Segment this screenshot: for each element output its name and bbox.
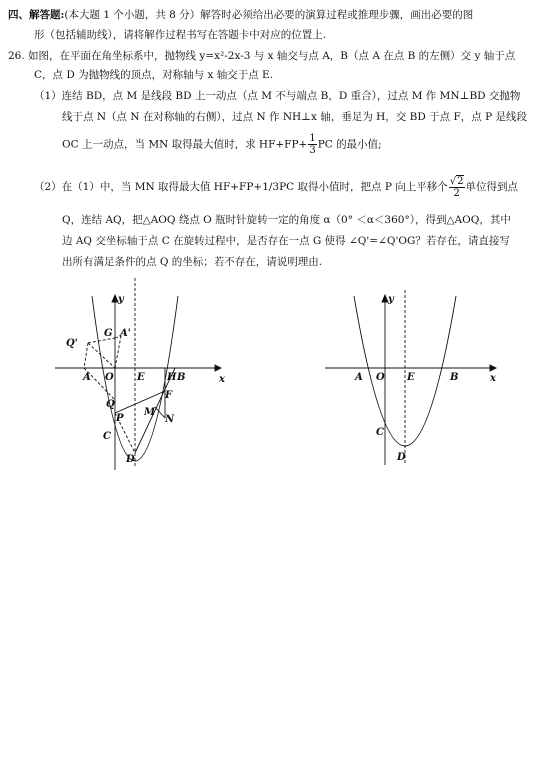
problem-number: 26. xyxy=(8,50,25,62)
label-D: D xyxy=(126,454,135,465)
part2-line-3: 边 AQ 交坐标轴于点 C 在旋转过程中，是否存在一点 G 使得 ∠Q'=∠Q'OG？若存在，请直接写 xyxy=(62,235,510,247)
label-C: C xyxy=(103,431,111,442)
fraction-denominator: 2 xyxy=(453,187,460,199)
x-axis-2-arrow xyxy=(490,365,496,371)
part1-line-2: 线于点 N（点 N 在对称轴的右侧），过点 N 作 NH⊥x 轴，垂足为 H，交 BD 于点 F，点 P 是线段 xyxy=(62,111,527,123)
label-B: B xyxy=(177,372,186,383)
helper-QprimeO xyxy=(88,343,115,368)
label-Q-prime: Q' xyxy=(66,338,78,349)
segment-MN xyxy=(155,407,165,418)
label2-C: C xyxy=(376,427,384,438)
part1-text-a: OC 上一动点，当 MN 取得最大值时，求 HF+FP+ xyxy=(62,138,308,151)
x-axis-arrow xyxy=(215,365,221,371)
label-y: y xyxy=(118,294,124,305)
section-intro-2: 形（包括辅助线），请将解作过程书写在答题卡中对应的位置上. xyxy=(34,29,327,41)
label-x: x xyxy=(219,374,225,385)
label2-B: B xyxy=(450,372,459,383)
fraction-numerator: 1 xyxy=(309,133,316,144)
label-Q: Q xyxy=(106,399,115,410)
fraction-denominator: 3 xyxy=(309,145,316,156)
section-intro-1: (本大题 1 个小题，共 8 分）解答时必须给出必要的演算过程或推理步骤，画出必要的图 xyxy=(64,9,474,21)
helper-OAprime xyxy=(115,336,121,368)
label-F: F xyxy=(165,390,173,401)
label-E: E xyxy=(137,372,145,383)
part1-line-1: （1）连结 BD，点 M 是线段 BD 上一动点（点 M 不与端点 B，D 重合），过点 M 作 MN⊥BD 交抛物 xyxy=(34,90,521,102)
part2-text-b: 单位得到点 xyxy=(465,181,519,193)
label-N: N xyxy=(165,414,175,425)
helper-QprimeA xyxy=(84,343,88,368)
part2-text-a: （2）在（1）中，当 MN 取得最大值 HF+FP+1/3PC 取得小值时，把点 P 向上平移个 xyxy=(34,181,448,193)
part1-text-b: PC 的最小值; xyxy=(317,138,382,151)
label2-x: x xyxy=(490,373,496,384)
label-O: O xyxy=(105,372,114,383)
problem-stem-1: 如图，在平面在角坐标系中，抛物线 y=x²-2x-3 与 x 轴交与点 A，B（点 A 在点 B 的左侧）交 y 轴于点 xyxy=(28,50,516,62)
label2-D: D xyxy=(397,452,406,463)
label-A-prime: A' xyxy=(120,328,131,339)
figure-2-labels xyxy=(354,294,497,463)
label-P: P xyxy=(116,413,124,424)
label2-E: E xyxy=(407,372,415,383)
part2-line-2: Q，连结 AQ，把△AOQ 绕点 O 瓶时针旋转一定的角度 α（0° ＜α＜360°），得到△AOQ，其中 xyxy=(62,214,511,226)
label-G: G xyxy=(104,328,113,339)
label2-A: A xyxy=(355,372,363,383)
label-M: M xyxy=(144,407,156,418)
section-heading: 四、解答题: xyxy=(8,9,65,21)
part2-line-4: 出所有满足条件的点 Q 的坐标；若不存在，请说明理由. xyxy=(62,256,323,268)
label-H: H xyxy=(167,372,177,383)
label-A: A xyxy=(83,372,91,383)
figure-1-labels xyxy=(66,294,226,465)
label2-y: y xyxy=(388,294,394,305)
fraction-numerator: √2 xyxy=(449,175,464,187)
problem-stem-2: C，点 D 为抛物线的顶点，对称轴与 x 轴交于点 E. xyxy=(34,69,274,81)
label2-O: O xyxy=(376,372,385,383)
